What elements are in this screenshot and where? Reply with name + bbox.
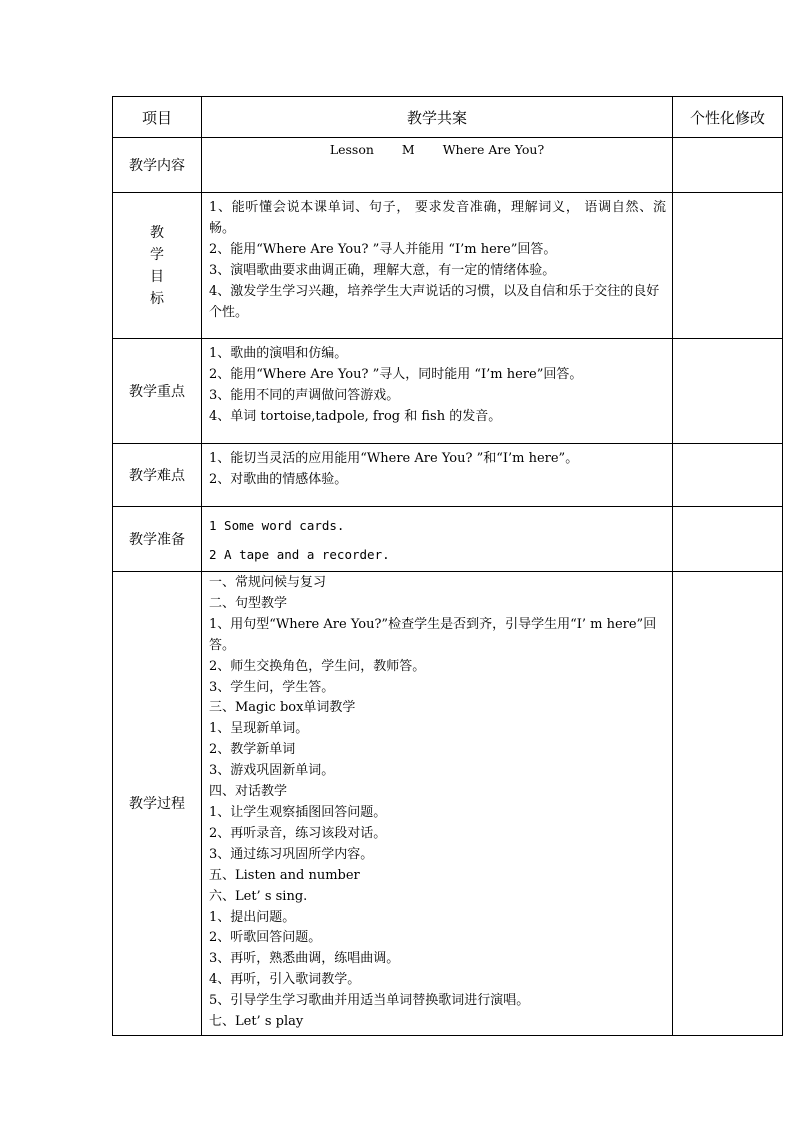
difficulty-line: 1、能切当灵活的应用能用“Where Are You? ”和“I’m here”。 — [209, 451, 579, 466]
process-line: 3、学生问，学生答。 — [209, 679, 335, 695]
process-personal-cell — [673, 572, 783, 1036]
process-line: 3、通过练习巩固所学内容。 — [209, 846, 374, 862]
keypoints-label: 教学重点 — [113, 339, 202, 444]
keypoints-personal-cell — [673, 339, 783, 444]
header-item: 项目 — [113, 97, 202, 138]
preparation-row — [113, 507, 783, 572]
header-plan: 教学共案 — [202, 97, 673, 138]
process-row — [113, 572, 783, 1036]
lesson-word: Lesson — [329, 142, 374, 157]
keypoints-content — [202, 339, 673, 444]
goal-line: 2、能用“Where Are You? ”寻人并能用 “I’m here”回答。 — [209, 242, 557, 257]
keypoints-row — [113, 339, 783, 444]
process-line: 1、提出问题。 — [209, 909, 296, 925]
preparation-line: 1 Some word cards. — [209, 518, 345, 533]
preparation-content — [202, 507, 673, 572]
lesson-name: Where Are You? — [442, 142, 545, 157]
process-content — [202, 572, 673, 1036]
process-line: 1、让学生观察插图回答问题。 — [209, 804, 387, 820]
header-personal: 个性化修改 — [673, 97, 783, 138]
difficulties-label: 教学难点 — [113, 444, 202, 507]
difficulty-line: 2、对歌曲的情感体验。 — [209, 472, 348, 487]
process-line: 2、师生交换角色，学生问，教师答。 — [209, 658, 426, 674]
keypoint-line: 4、单词 tortoise,tadpole, frog 和 fish 的发音。 — [209, 409, 502, 424]
content-personal-cell — [673, 138, 783, 193]
process-line: 七、Let’ s play — [209, 1014, 304, 1030]
process-line: 二、句型教学 — [209, 595, 288, 611]
preparation-personal-cell — [673, 507, 783, 572]
process-line: 1、呈现新单词。 — [209, 721, 309, 737]
content-label: 教学内容 — [113, 138, 202, 193]
goals-content — [202, 193, 673, 339]
goals-row — [113, 193, 783, 339]
goals-label: 教 学 目 标 — [113, 193, 202, 339]
keypoint-line: 3、能用不同的声调做问答游戏。 — [209, 388, 400, 403]
difficulties-content — [202, 444, 673, 507]
keypoint-line: 1、歌曲的演唱和仿编。 — [209, 346, 348, 361]
lesson-module: M — [401, 142, 415, 157]
process-line: 三、Magic box单词教学 — [209, 700, 356, 716]
process-line: 2、听歌回答问题。 — [209, 930, 322, 946]
process-line: 3、游戏巩固新单词。 — [209, 763, 335, 779]
process-line: 四、对话教学 — [209, 784, 288, 800]
keypoint-line: 2、能用“Where Are You? ”寻人，同时能用 “I’m here”回答。 — [209, 367, 583, 382]
process-line: 2、再听录音，练习该段对话。 — [209, 825, 387, 841]
process-line: 5、引导学生学习歌曲并用适当单词替换歌词进行演唱。 — [209, 993, 530, 1009]
content-row — [113, 138, 783, 193]
preparation-label: 教学准备 — [113, 507, 202, 572]
lesson-plan-table — [112, 96, 783, 1036]
process-label: 教学过程 — [113, 572, 202, 1036]
process-line: 2、教学新单词 — [209, 742, 296, 758]
process-line: 五、Listen and number — [209, 867, 360, 883]
goal-line: 3、演唱歌曲要求曲调正确，理解大意，有一定的情绪体验。 — [209, 263, 556, 278]
process-line: 4、再听，引入歌词教学。 — [209, 972, 361, 988]
process-line: 1、用句型“Where Are You?”检查学生是否到齐，引导学生用“I’ m here”回答。 — [209, 616, 657, 653]
process-line: 一、常规问候与复习 — [209, 575, 327, 590]
header-row — [113, 97, 783, 138]
difficulties-personal-cell — [673, 444, 783, 507]
preparation-line: 2 A tape and a recorder. — [209, 547, 390, 562]
goals-personal-cell — [673, 193, 783, 339]
process-line: 3、再听，熟悉曲调，练唱曲调。 — [209, 951, 400, 967]
process-line: 六、Let’ s sing. — [209, 888, 308, 904]
lesson-title — [202, 138, 673, 193]
difficulties-row — [113, 444, 783, 507]
goal-line: 1、能听懂会说本课单词、句子， 要求发音准确，理解词义， 语调自然、流畅。 — [209, 200, 666, 236]
goal-line: 4、激发学生学习兴趣，培养学生大声说话的习惯，以及自信和乐于交往的良好个性。 — [209, 284, 660, 320]
